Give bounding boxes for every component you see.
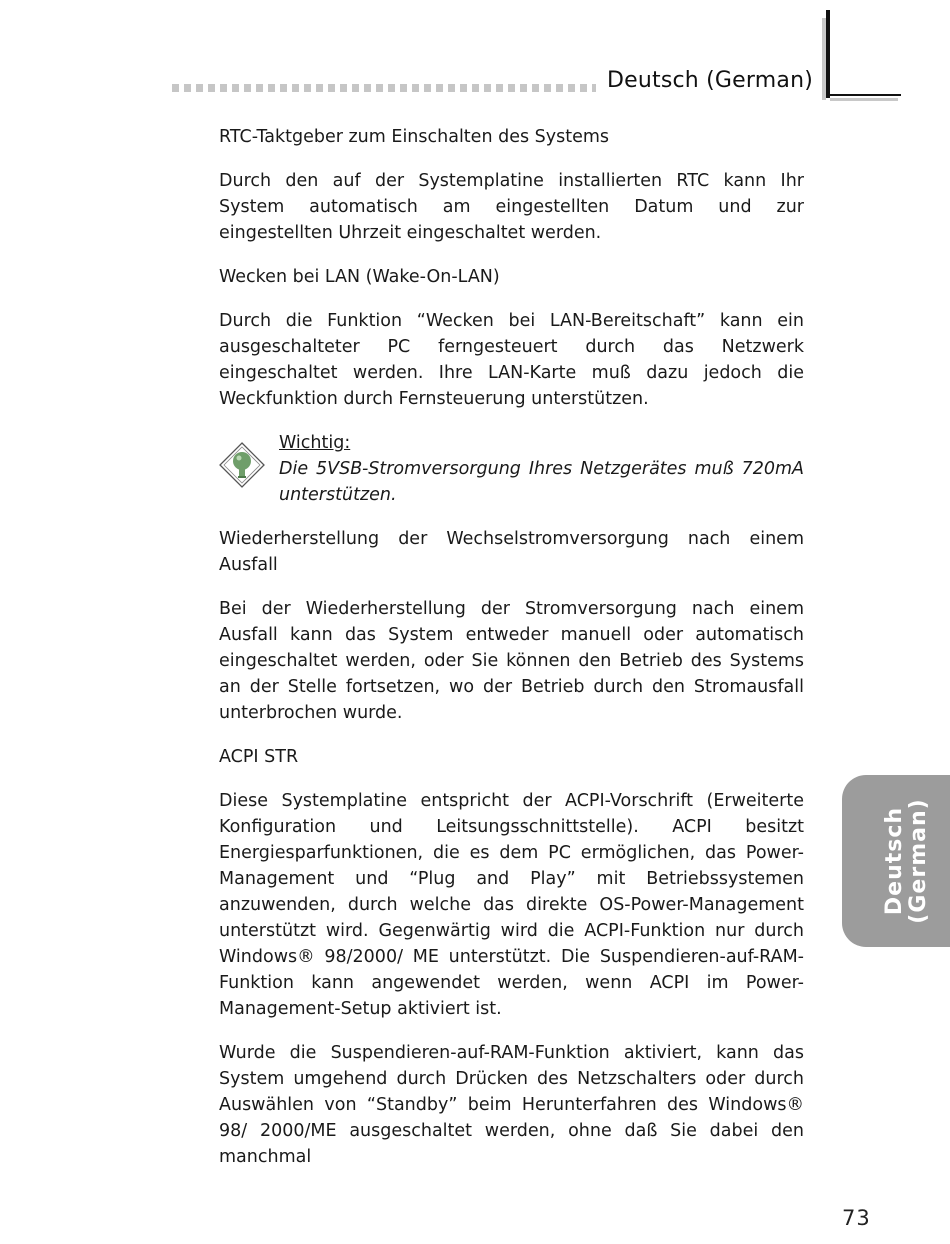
corner-mark-shadow-horizontal <box>830 98 898 101</box>
note-title: Wichtig: <box>279 433 351 453</box>
note-body <box>279 430 804 508</box>
corner-mark-vertical <box>826 10 830 98</box>
section-heading-ac-recovery: Wiederherstellung der Wechselstromversorgung nach einem Ausfall <box>219 529 804 575</box>
side-tab-line2: (German) <box>906 798 931 924</box>
language-side-tab-label <box>883 798 931 923</box>
page-number: 73 <box>842 1206 871 1230</box>
page-content <box>219 124 804 1188</box>
section-body-acpi-2: Wurde die Suspendieren-auf-RAM-Funktion aktiviert, kann das System umgehend durch Drücken des Netzschalters oder durch Auswählen von “Standby” beim Herunterfahren des Windows® 98/ 2000/ME ausgeschaltet werden, ohne daß Sie dabei den manchmal <box>219 1043 804 1167</box>
section-body-wake-on-lan: Durch die Funktion “Wecken bei LAN-Bereitschaft” kann ein ausgeschalteter PC ferngesteuert durch das Netzwerk eingeschaltet werden. Ihre LAN-Karte muß dazu jedoch die Weckfunktion durch Fernsteuerung unterstützen. <box>219 311 804 409</box>
header-dotted-rule <box>172 84 596 92</box>
section-body-rtc: Durch den auf der Systemplatine installierten RTC kann Ihr System automatisch am eingestellten Datum und zur eingestellten Uhrzeit eingeschaltet werden. <box>219 171 804 243</box>
section-heading-acpi: ACPI STR <box>219 747 299 767</box>
corner-mark-horizontal <box>826 94 901 96</box>
note-text: Die 5VSB-Stromversorgung Ihres Netzgerätes muß 720mA unterstützen. <box>279 459 804 505</box>
section-body-ac-recovery: Bei der Wiederherstellung der Stromversorgung nach einem Ausfall kann das System entweder manuell oder automatisch eingeschaltet werden, oder Sie können den Betrieb des Systems an der Stelle fortsetzen, wo der Betrieb durch den Stromausfall unterbrochen wurde. <box>219 599 804 723</box>
running-header-title: Deutsch (German) <box>607 68 814 93</box>
section-heading-rtc: RTC-Taktgeber zum Einschalten des Systems <box>219 127 610 147</box>
section-body-acpi-1: Diese Systemplatine entspricht der ACPI-Vorschrift (Erweiterte Konfiguration und Leitsungsschnittstelle). ACPI besitzt Energiesparfunktionen, die es dem PC ermöglichen, das Power-Management und “Plug and Play” mit Betriebssystemen anzuwenden, durch welche das direkte OS-Power-Management unterstützt wird. Gegenwärtig wird die ACPI-Funktion nur durch Windows® 98/2000/ ME unterstützt. Die Suspendieren-auf-RAM-Funktion kann angewendet werden, wenn ACPI im Power-Management-Setup aktiviert ist. <box>219 791 804 1019</box>
tip-lightbulb-icon <box>219 442 265 488</box>
section-heading-wake-on-lan: Wecken bei LAN (Wake-On-LAN) <box>219 267 500 287</box>
side-tab-line1: Deutsch <box>882 806 907 916</box>
important-note <box>219 430 804 508</box>
